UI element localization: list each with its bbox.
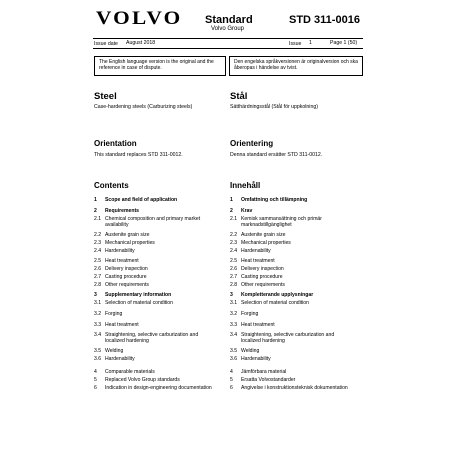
contents-item-title: Other requirements xyxy=(241,282,285,288)
contents-item-number: 6 xyxy=(94,385,97,391)
contents-item-number: 2.1 xyxy=(230,216,238,222)
contents-item-number: 3.1 xyxy=(230,300,238,306)
contents-item-swedish xyxy=(230,258,351,264)
contents-item-title: Hardenability xyxy=(105,356,135,362)
contents-item-number: 2.3 xyxy=(94,240,102,246)
contents-item-number: 4 xyxy=(230,369,233,375)
contents-item-number: 2.6 xyxy=(230,266,238,272)
contents-item-title: Straightening, selective carburization and localized hardening xyxy=(105,332,199,344)
title-english: Steel xyxy=(94,91,117,102)
orientation-text-english: This standard replaces STD 311-0012. xyxy=(94,152,183,158)
contents-item-number: 3.4 xyxy=(94,332,102,338)
contents-item-english xyxy=(94,274,215,280)
contents-item-number: 2 xyxy=(230,208,233,214)
contents-item-number: 1 xyxy=(230,197,233,203)
contents-item-title: Austenite grain size xyxy=(241,232,286,238)
contents-item-number: 2.3 xyxy=(230,240,238,246)
contents-item-swedish xyxy=(230,332,351,344)
contents-item-title: Indication in design-engineering documentation xyxy=(105,385,212,391)
contents-item-english xyxy=(94,332,215,344)
contents-item-english xyxy=(94,322,215,328)
contents-item-english xyxy=(94,258,215,264)
contents-item-number: 2.2 xyxy=(230,232,238,238)
contents-item-number: 2.5 xyxy=(94,258,102,264)
contents-item-swedish xyxy=(230,369,351,375)
contents-item-swedish xyxy=(230,385,351,391)
contents-item-number: 1 xyxy=(94,197,97,203)
contents-item-number: 2.7 xyxy=(230,274,238,280)
contents-item-title: Mechanical properties xyxy=(241,240,291,246)
contents-item-title: Kemisk sammansättning och primär marknadstillgänglighet xyxy=(241,216,322,228)
contents-item-number: 2.1 xyxy=(94,216,102,222)
contents-item-swedish xyxy=(230,216,351,228)
contents-item-english xyxy=(94,385,215,391)
contents-item-title: Casting procedure xyxy=(241,274,283,280)
contents-item-number: 2.2 xyxy=(94,232,102,238)
contents-item-swedish xyxy=(230,292,351,298)
contents-item-title: Hardenability xyxy=(241,248,271,254)
contents-item-number: 3.5 xyxy=(230,348,238,354)
contents-heading-swedish: Innehåll xyxy=(230,181,261,190)
contents-item-number: 4 xyxy=(94,369,97,375)
contents-item-title: Selection of material condition xyxy=(105,300,173,306)
contents-item-title: Requirements xyxy=(105,208,139,214)
subtitle-swedish: Sätthärdningsstål (Stål för uppkolning) xyxy=(230,104,318,110)
contents-item-title: Scope and field of application xyxy=(105,197,178,203)
issue-label: Issue xyxy=(289,41,302,47)
contents-item-swedish xyxy=(230,208,351,214)
notice-swedish: Den engelska språkversionen är originalversion och ska åberopas i händelse av tvist. xyxy=(229,56,363,76)
notice-english: The English language version is the original and the reference in case of dispute. xyxy=(94,56,226,76)
contents-item-title: Mechanical properties xyxy=(105,240,155,246)
contents-item-title: Selection of material condition xyxy=(241,300,309,306)
contents-item-swedish xyxy=(230,274,351,280)
group-label: Volvo Group xyxy=(211,26,245,32)
contents-heading-english: Contents xyxy=(94,181,129,190)
contents-item-title: Kompletterande upplysningar xyxy=(241,292,314,298)
contents-item-english xyxy=(94,282,215,288)
contents-item-title: Heat treatment xyxy=(241,322,275,328)
contents-item-english xyxy=(94,240,215,246)
contents-item-title: Heat treatment xyxy=(105,258,139,264)
contents-item-number: 3 xyxy=(94,292,97,298)
contents-item-title: Jämförbara material xyxy=(241,369,287,375)
title-swedish: Stål xyxy=(230,91,248,102)
contents-item-number: 3.1 xyxy=(94,300,102,306)
contents-item-english xyxy=(94,208,215,214)
contents-item-swedish xyxy=(230,356,351,362)
contents-item-number: 3.2 xyxy=(230,311,238,317)
issue-number: 1 xyxy=(309,40,312,46)
contents-item-title: Chemical composition and primary market availability xyxy=(105,216,201,228)
contents-item-number: 2.8 xyxy=(230,282,238,288)
contents-item-swedish xyxy=(230,322,351,328)
contents-item-title: Casting procedure xyxy=(105,274,147,280)
contents-item-title: Omfattning och tillämpning xyxy=(241,197,308,203)
standard-label: Standard xyxy=(205,14,253,26)
contents-item-number: 2.4 xyxy=(230,248,238,254)
contents-item-title: Delivery inspection xyxy=(241,266,284,272)
contents-item-number: 2 xyxy=(94,208,97,214)
contents-item-title: Hardenability xyxy=(105,248,135,254)
contents-item-number: 3.6 xyxy=(94,356,102,362)
contents-item-number: 3.3 xyxy=(230,322,238,328)
contents-item-number: 2.6 xyxy=(94,266,102,272)
contents-item-number: 2.4 xyxy=(94,248,102,254)
contents-item-title: Welding xyxy=(105,348,124,354)
contents-item-number: 6 xyxy=(230,385,233,391)
contents-item-english xyxy=(94,369,215,375)
page-number: Page 1 (50) xyxy=(330,40,358,46)
standard-number: STD 311-0016 xyxy=(289,14,360,26)
contents-item-english xyxy=(94,232,215,238)
contents-item-english xyxy=(94,311,215,317)
contents-item-title: Forging xyxy=(241,311,259,317)
contents-item-number: 2.7 xyxy=(94,274,102,280)
contents-item-title: Ersatta Volvostandarder xyxy=(241,377,296,383)
orientation-heading-swedish: Orientering xyxy=(230,139,274,148)
contents-item-english xyxy=(94,292,215,298)
contents-item-number: 5 xyxy=(94,377,97,383)
subtitle-english: Case-hardening steels (Carburizing steels) xyxy=(94,104,193,110)
volvo-logo: VOLVO xyxy=(96,8,183,29)
contents-item-number: 2.5 xyxy=(230,258,238,264)
contents-item-title: Delivery inspection xyxy=(105,266,148,272)
contents-item-number: 3.2 xyxy=(94,311,102,317)
contents-item-title: Replaced Volvo Group standards xyxy=(105,377,180,383)
header-rule-bottom xyxy=(93,48,363,49)
orientation-text-swedish: Denna standard ersätter STD 311-0012. xyxy=(230,152,323,158)
orientation-heading-english: Orientation xyxy=(94,139,137,148)
contents-item-english xyxy=(94,377,215,383)
contents-item-number: 3.4 xyxy=(230,332,238,338)
contents-item-swedish xyxy=(230,282,351,288)
contents-item-title: Comparable materials xyxy=(105,369,155,375)
contents-item-title: Straightening, selective carburization and localized hardening xyxy=(241,332,335,344)
contents-item-english xyxy=(94,216,215,228)
contents-item-number: 3.6 xyxy=(230,356,238,362)
contents-item-title: Supplementary information xyxy=(105,292,172,298)
contents-item-title: Forging xyxy=(105,311,123,317)
contents-item-title: Hardenability xyxy=(241,356,271,362)
contents-item-swedish xyxy=(230,311,351,317)
contents-item-english xyxy=(94,356,215,362)
issue-date: August 2018 xyxy=(126,40,156,46)
contents-item-number: 2.8 xyxy=(94,282,102,288)
header-rule-top xyxy=(93,38,363,39)
contents-item-swedish xyxy=(230,348,351,354)
contents-item-title: Heat treatment xyxy=(241,258,275,264)
contents-item-number: 3.3 xyxy=(94,322,102,328)
contents-item-swedish xyxy=(230,232,351,238)
contents-item-title: Welding xyxy=(241,348,260,354)
contents-item-english xyxy=(94,197,215,203)
contents-item-title: Angivelse i konstruktionsteknisk dokumentation xyxy=(241,385,348,391)
contents-item-title: Austenite grain size xyxy=(105,232,150,238)
issue-date-label: Issue date xyxy=(94,41,118,47)
contents-item-swedish xyxy=(230,266,351,272)
contents-item-english xyxy=(94,348,215,354)
contents-item-swedish xyxy=(230,248,351,254)
contents-item-title: Krav xyxy=(241,208,253,214)
contents-item-number: 5 xyxy=(230,377,233,383)
contents-item-english xyxy=(94,248,215,254)
contents-item-title: Heat treatment xyxy=(105,322,139,328)
contents-item-swedish xyxy=(230,197,351,203)
contents-item-english xyxy=(94,266,215,272)
contents-item-swedish xyxy=(230,240,351,246)
contents-item-number: 3.5 xyxy=(94,348,102,354)
contents-item-swedish xyxy=(230,300,351,306)
contents-item-english xyxy=(94,300,215,306)
contents-item-number: 3 xyxy=(230,292,233,298)
contents-item-title: Other requirements xyxy=(105,282,149,288)
contents-item-swedish xyxy=(230,377,351,383)
